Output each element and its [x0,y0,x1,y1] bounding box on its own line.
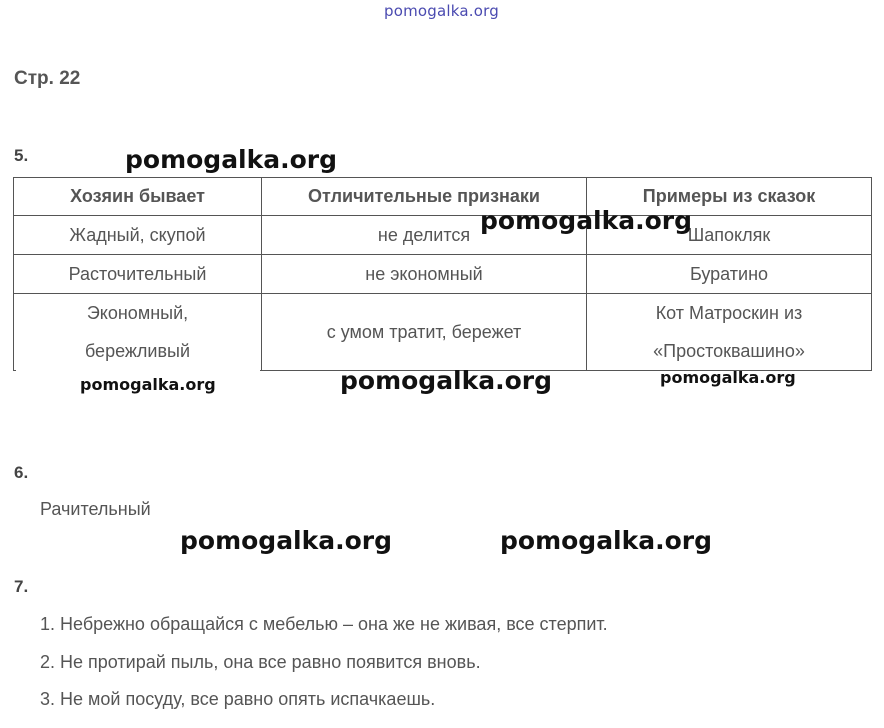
table-cell: Шапокляк [587,216,872,255]
table-cell: Буратино [587,255,872,294]
task-6-number: 6. [14,463,29,482]
table-cell: Расточительный [14,255,262,294]
list-item: 2. Не протирай пыль, она все равно появится вновь. [40,652,481,672]
cell-line: «Простоквашино» [653,341,805,361]
table-row [14,255,872,294]
table-header-cell: Примеры из сказок [587,178,872,216]
table-header-cell: Отличительные признаки [262,178,587,216]
table-row [14,216,872,255]
table-header-cell: Хозяин бывает [14,178,262,216]
table-cell [587,294,872,371]
table-cell: не делится [262,216,587,255]
list-item: 3. Не мой посуду, все равно опять испачкаешь. [40,689,436,709]
watermark: pomogalka.org [180,526,393,555]
task-6-answer: Рачительный [40,499,151,519]
page-label: Стр. 22 [14,68,81,89]
watermark: pomogalka.org [340,366,553,395]
task-7-number: 7. [14,577,29,596]
cell-line: Кот Матроскин из [655,303,803,323]
task-5-table [13,177,872,371]
watermark-top: pomogalka.org [384,2,499,20]
table-header-row [14,178,872,216]
watermark: pomogalka.org [660,368,796,387]
table-row [14,294,872,371]
cell-line: Экономный, [86,303,189,323]
watermark: pomogalka.org [80,375,216,394]
table-cell: не экономный [262,255,587,294]
table-cell: с умом тратит, бережет [262,294,587,371]
cell-line: бережливый [84,341,191,361]
table-cell [14,294,262,371]
table-cell: Жадный, скупой [14,216,262,255]
watermark: pomogalka.org [480,206,693,235]
watermark: pomogalka.org [125,145,338,174]
list-item: 1. Небрежно обращайся с мебелью – она же не живая, все стерпит. [40,614,608,634]
task-5-number: 5. [14,146,29,165]
border-mask [16,368,260,372]
watermark: pomogalka.org [500,526,713,555]
